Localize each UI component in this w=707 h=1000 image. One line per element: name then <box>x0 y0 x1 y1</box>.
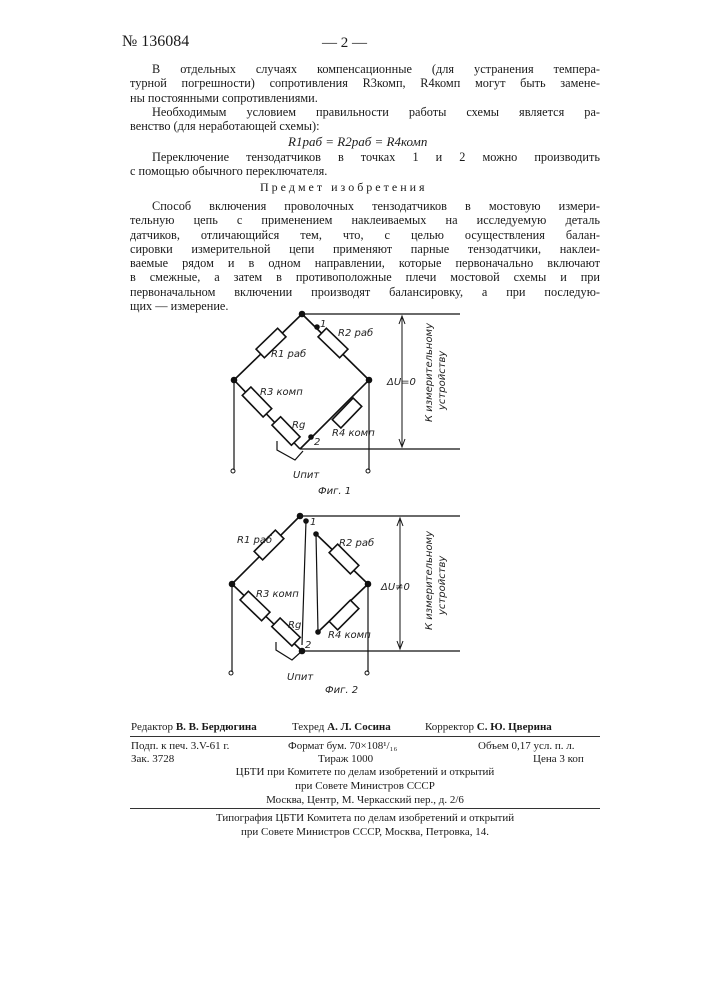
text-line: ны постоянными сопротивлениями. <box>130 91 600 105</box>
price: Цена 3 коп <box>533 753 584 765</box>
text-line: турной погрешности) сопротивления R3комп, R4комп могут быть замене- <box>130 76 600 90</box>
text-line: тельную цепь с применением наклеиваемых на исследуемую деталь <box>130 213 600 227</box>
text-line: Способ включения проволочных тензодатчиков в мостовую измери- <box>130 199 600 213</box>
techred-label: Техред <box>292 721 324 733</box>
label-point-2: 2 <box>314 437 320 448</box>
volume: Объем 0,17 усл. п. л. <box>478 740 575 752</box>
order-number: Зак. 3728 <box>131 753 174 765</box>
signed-date: Подп. к печ. 3.V-61 г. <box>131 740 229 752</box>
label-r2: R2 раб <box>339 537 374 549</box>
label-supply: Uпит <box>287 672 314 683</box>
label-point-1: 1 <box>320 319 326 330</box>
label-device: К измерительному <box>424 530 435 630</box>
label-supply: Uпит <box>293 470 320 481</box>
publisher-line-2: при Совете Министров СССР <box>130 780 600 792</box>
paper-format: Формат бум. 70×108¹/₁₆ <box>288 740 397 752</box>
publisher-address: Москва, Центр, М. Черкасский пер., д. 2/6 <box>130 794 600 806</box>
divider <box>130 808 600 809</box>
label-point-1: 1 <box>310 517 316 528</box>
label-point-2: 2 <box>305 640 311 651</box>
label-device-2: устройству <box>437 555 448 616</box>
label-r4: R4 комп <box>328 630 371 641</box>
text-line: Переключение тензодатчиков в точках 1 и 2 можно производить <box>130 150 600 164</box>
publisher-line-1: ЦБТИ при Комитете по делам изобретений и открытий <box>130 766 600 778</box>
editor-credit <box>131 721 257 733</box>
label-r3: R3 комп <box>256 589 299 600</box>
text-line: В отдельных случаях компенсационные (для устранения темпера- <box>130 62 600 76</box>
text-line: Необходимым условием правильности работы схемы является ра- <box>130 105 600 119</box>
figure-2-labels <box>237 517 448 696</box>
corrector-name: С. Ю. Цверина <box>477 721 552 733</box>
page-number: — 2 — <box>322 35 367 52</box>
resistor-r4 <box>329 600 359 630</box>
label-r2: R2 раб <box>338 327 373 339</box>
text-line: в смежные, а затем в противоположные плечи мостовой схемы и при <box>130 270 600 284</box>
techred-name: А. Л. Сосина <box>327 721 391 733</box>
text-line: щих — измерение. <box>130 299 600 313</box>
divider <box>130 736 600 737</box>
editor-name: В. В. Бердюгина <box>176 721 257 733</box>
printer-line-1: Типография ЦБТИ Комитета по делам изобретений и открытий <box>130 812 600 824</box>
text-line: датчиков, отличающийся тем, что, с целью осуществления балан- <box>130 228 600 242</box>
techred-credit <box>292 721 391 733</box>
label-rg: Rg <box>292 420 305 431</box>
text-line: ваемые рядом и в одном направлении, которые первоначально включают <box>130 256 600 270</box>
section-heading: Предмет изобретения <box>260 180 428 195</box>
label-r1: R1 раб <box>237 534 272 546</box>
label-device-2: устройству <box>437 350 448 411</box>
print-run: Тираж 1000 <box>318 753 373 765</box>
printer-line-2: при Совете Министров СССР, Москва, Петровка, 14. <box>130 826 600 838</box>
label-delta-u: ΔU≠0 <box>380 582 410 593</box>
text-line: венство (для неработающей схемы): <box>130 119 600 133</box>
figure-2-caption: Фиг. 2 <box>325 685 358 696</box>
text-line: с помощью обычного переключателя. <box>130 164 600 178</box>
patent-number: № 136084 <box>122 33 189 51</box>
label-r1: R1 раб <box>271 348 306 360</box>
label-delta-u: ΔU=0 <box>386 377 416 388</box>
corrector-label: Корректор <box>425 721 474 733</box>
label-device: К измерительному <box>424 322 435 422</box>
label-r4: R4 комп <box>332 428 375 439</box>
text-line: первоначальном включении производят балансировку, а при последую- <box>130 285 600 299</box>
circuit-figures <box>0 0 707 1000</box>
editor-label: Редактор <box>131 721 173 733</box>
figure-1-caption: Фиг. 1 <box>318 486 351 497</box>
label-r3: R3 комп <box>260 387 303 398</box>
corrector-credit <box>425 721 552 733</box>
text-line: сировки измерительной цепи применяют парные тензодатчики, наклеи- <box>130 242 600 256</box>
label-rg: Rg <box>288 620 301 631</box>
formula: R1раб = R2раб = R4комп <box>288 134 427 150</box>
